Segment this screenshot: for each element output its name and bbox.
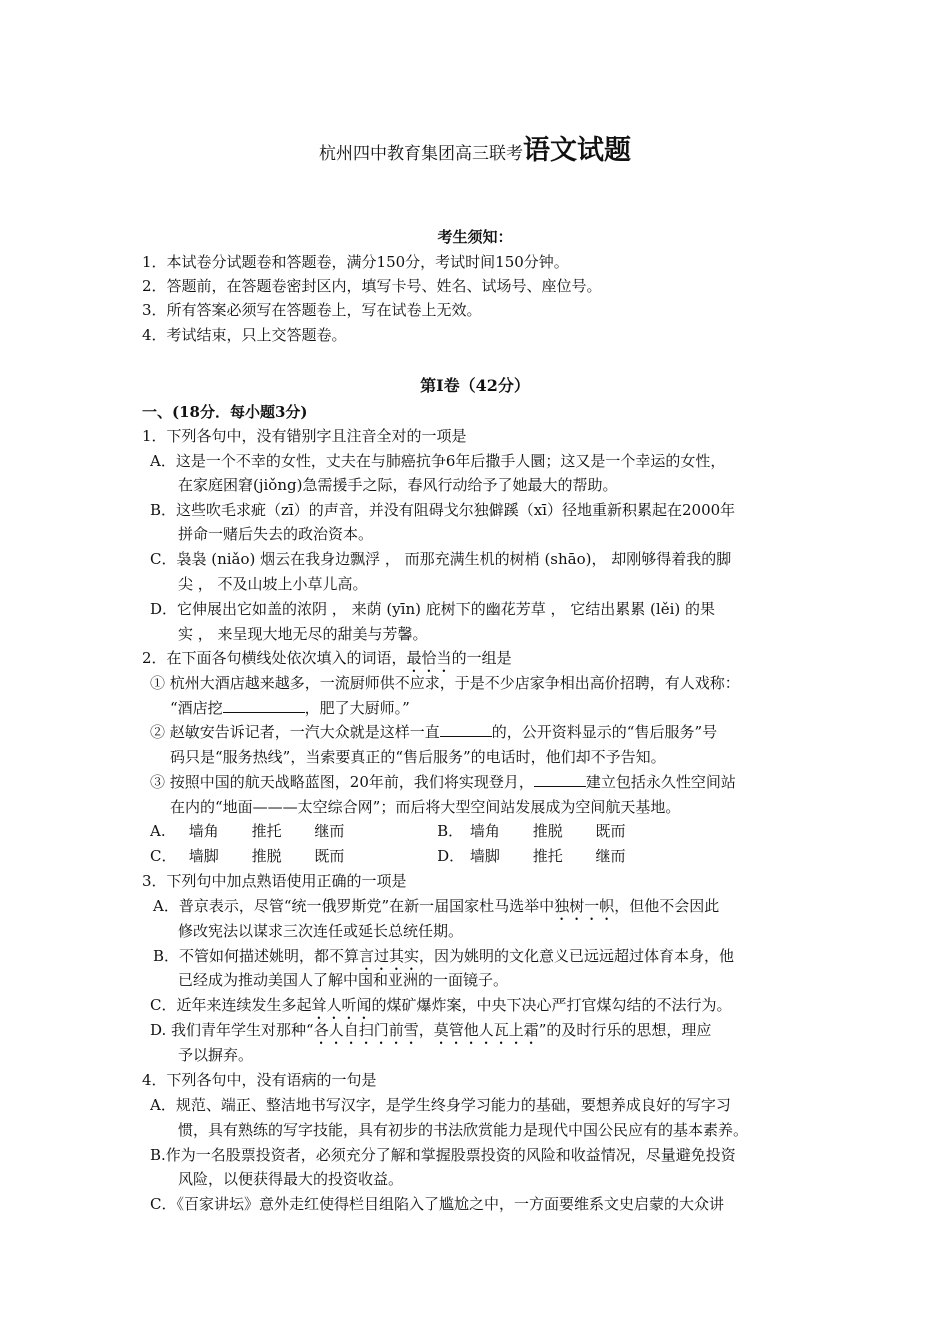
- q2-stem: 2．在下面各句横线处依次填入的词语，最恰当的一组是: [142, 649, 512, 667]
- dotted-term: 耸人听闻: [311, 996, 372, 1014]
- q3-option-b: B．不管如何描述姚明，都不算言过其实，因为姚明的文化意义已远远超过体育本身，他: [153, 947, 735, 965]
- q2-sentence-2: ② 赵敏安告诉记者，一汽大众就是这样一直 的，公开资料显示的“售后服务”号: [150, 723, 718, 741]
- q4-option-c: C．《百家讲坛》意外走红使得栏目组陷入了尴尬之中，一方面要维系文史启蒙的大众讲: [150, 1195, 724, 1213]
- q1-option-b: B．这些吹毛求疵（zī）的声音，并没有阻碍戈尔独僻蹊（xī）径地重新积累起在2000年: [150, 501, 736, 519]
- q1-option-a: A．这是一个不幸的女性，丈夫在与肺癌抗争6年后撒手人圜；这又是一个幸运的女性，: [150, 452, 726, 470]
- q4-option-b-cont: 风险，以便获得最大的投资收益。: [178, 1170, 404, 1188]
- dotted-term: 独树一帜: [554, 897, 615, 915]
- notice-heading: 考生须知：: [437, 228, 513, 246]
- q2-sentence-1: ① 杭州大酒店越来越多，一流厨师供不应求，于是不少店家争相出高价招聘，有人戏称：: [150, 674, 740, 692]
- q3-option-c: C．近年来连续发生多起耸人听闻的煤矿爆炸案，中央下决心严打官煤勾结的不法行为。: [150, 996, 732, 1014]
- q2-sentence-2-cont: 码只是“服务热线”，当索要真正的“售后服务”的电话时，他们却不予告知。: [170, 748, 666, 766]
- notice-item: 2．答题前，在答题卷密封区内，填写卡号、姓名、试场号、座位号。: [142, 277, 602, 295]
- volume-heading: 第Ⅰ卷（42分）: [420, 376, 530, 395]
- dotted-term: 最恰当: [406, 649, 452, 667]
- q2-sentence-1-cont: “酒店挖 ，肥了大厨师。”: [170, 699, 410, 717]
- fill-blank: [223, 698, 305, 713]
- part-heading: 一、(18分．每小题3分): [142, 403, 308, 421]
- page-title: [0, 134, 950, 171]
- q4-option-a: A．规范、端正、整洁地书写汉字，是学生终身学习能力的基础，要想养成良好的写字习: [150, 1096, 731, 1114]
- q1-option-b-cont: 拼命一赌后失去的政治资本。: [178, 525, 374, 543]
- q1-option-c: C．袅袅 (niǎo) 烟云在我身边飘浮 ， 而那充满生机的树梢 (shāo)， 却刚够得着我的脚: [150, 550, 732, 568]
- q4-option-a-cont: 惯，具有熟练的写字技能，具有初步的书法欣赏能力是现代中国公民应有的基本素养。: [178, 1121, 749, 1139]
- q4-stem: 4．下列各句中，没有语病的一句是: [142, 1071, 377, 1089]
- q4-option-b: B.作为一名股票投资者，必须充分了解和掌握股票投资的风险和收益情况，尽量避免投资: [150, 1146, 736, 1164]
- q3-stem: 3．下列句中加点熟语使用正确的一项是: [142, 872, 407, 890]
- notice-item: 3．所有答案必须写在答题卷上，写在试卷上无效。: [142, 301, 482, 319]
- q3-option-a: A．普京表示，尽管“统一俄罗斯党”在新一届国家杜马选举中独树一帜，但他不会因此: [153, 897, 720, 915]
- fill-blank: [440, 722, 492, 737]
- notice-item: 4．考试结束，只上交答题卷。: [142, 326, 347, 344]
- notice-item: 1．本试卷分试题卷和答题卷，满分150分，考试时间150分钟。: [142, 253, 569, 271]
- q1-option-d: D．它伸展出它如盖的浓阴 ， 来荫 (yīn) 庇树下的幽花芳草 ， 它结出累累 (lěi) 的果: [150, 600, 715, 618]
- q2-options-row-1: A. 墙角 推托 继而 B． 墙角 推脱 既而: [150, 822, 626, 840]
- title-main: 杭州四中教育集团高三联考: [319, 144, 523, 164]
- dotted-term: 言过其实: [359, 947, 420, 965]
- q3-option-a-cont: 修改宪法以谋求三次连任或延长总统任期。: [178, 922, 464, 940]
- title-emphasis: 语文试题: [523, 135, 631, 166]
- dotted-term: 各人自扫门前雪，莫管他人瓦上霜: [313, 1021, 539, 1039]
- fill-blank: [534, 772, 586, 787]
- q1-stem: 1．下列各句中，没有错别字且注音全对的一项是: [142, 427, 467, 445]
- q3-option-d: D. 我们青年学生对那种“各人自扫门前雪，莫管他人瓦上霜”的及时行乐的思想，理应: [150, 1021, 712, 1039]
- q1-option-a-cont: 在家庭困窘(jiǒng)急需援手之际，春风行动给予了她最大的帮助。: [178, 476, 618, 494]
- q1-option-d-cont: 实 ， 来呈现大地无尽的甜美与芳馨。: [178, 625, 428, 643]
- q2-sentence-3-cont: 在内的“地面———太空综合网”；而后将大型空间站发展成为空间航天基地。: [170, 798, 681, 816]
- q3-option-b-cont: 已经成为推动美国人了解中国和亚洲的一面镜子。: [178, 971, 509, 989]
- q1-option-c-cont: 尖 ， 不及山坡上小草儿高。: [178, 575, 368, 593]
- q3-option-d-cont: 予以摒弃。: [178, 1046, 254, 1064]
- q2-options-row-2: C． 墙脚 推脱 既而 D． 墙脚 推托 继而: [150, 847, 626, 865]
- q2-sentence-3: ③ 按照中国的航天战略蓝图，20年前，我们将实现登月， 建立包括永久性空间站: [150, 773, 736, 791]
